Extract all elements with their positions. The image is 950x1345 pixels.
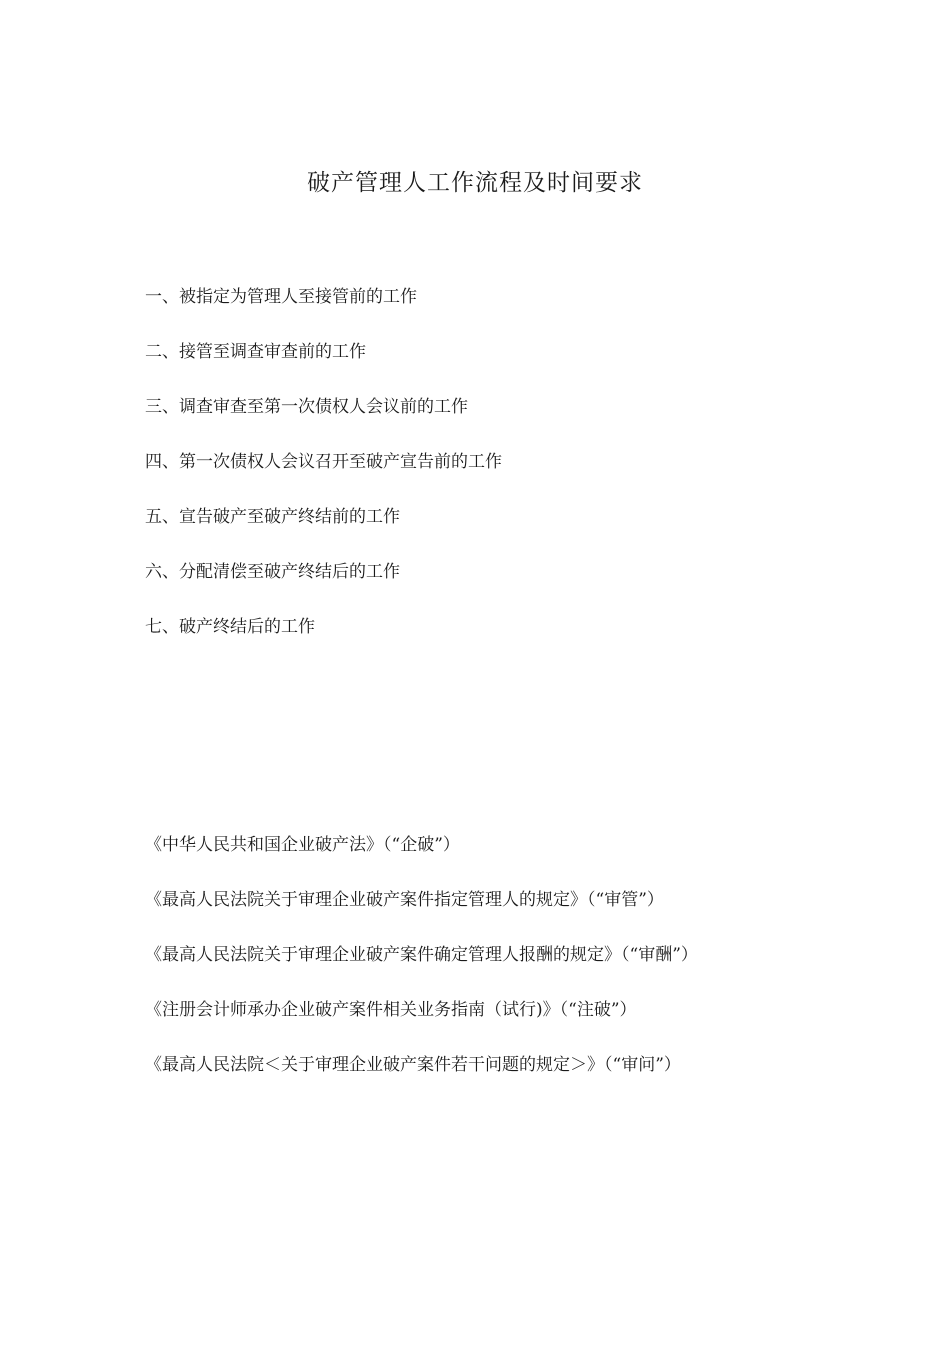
section-item: 一、被指定为管理人至接管前的工作 [145, 287, 417, 307]
section-item: 七、破产终结后的工作 [145, 617, 315, 637]
section-item: 四、第一次债权人会议召开至破产宣告前的工作 [145, 452, 502, 472]
reference-item: 《注册会计师承办企业破产案件相关业务指南（试行)》（“注破”） [145, 1000, 637, 1020]
reference-item: 《最高人民法院关于审理企业破产案件确定管理人报酬的规定》（“审酬”） [145, 945, 698, 965]
reference-item: 《中华人民共和国企业破产法》（“企破”） [145, 835, 460, 855]
section-item: 二、接管至调查审查前的工作 [145, 342, 366, 362]
section-item: 五、宣告破产至破产终结前的工作 [145, 507, 400, 527]
page-title: 破产管理人工作流程及时间要求 [307, 170, 643, 196]
section-item: 三、调查审查至第一次债权人会议前的工作 [145, 397, 468, 417]
reference-item: 《最高人民法院＜关于审理企业破产案件若干问题的规定＞》（“审问”） [145, 1055, 681, 1075]
reference-list [145, 832, 698, 1107]
reference-item: 《最高人民法院关于审理企业破产案件指定管理人的规定》（“审管”） [145, 890, 664, 910]
section-item: 六、分配清偿至破产终结后的工作 [145, 562, 400, 582]
section-list [145, 284, 502, 669]
